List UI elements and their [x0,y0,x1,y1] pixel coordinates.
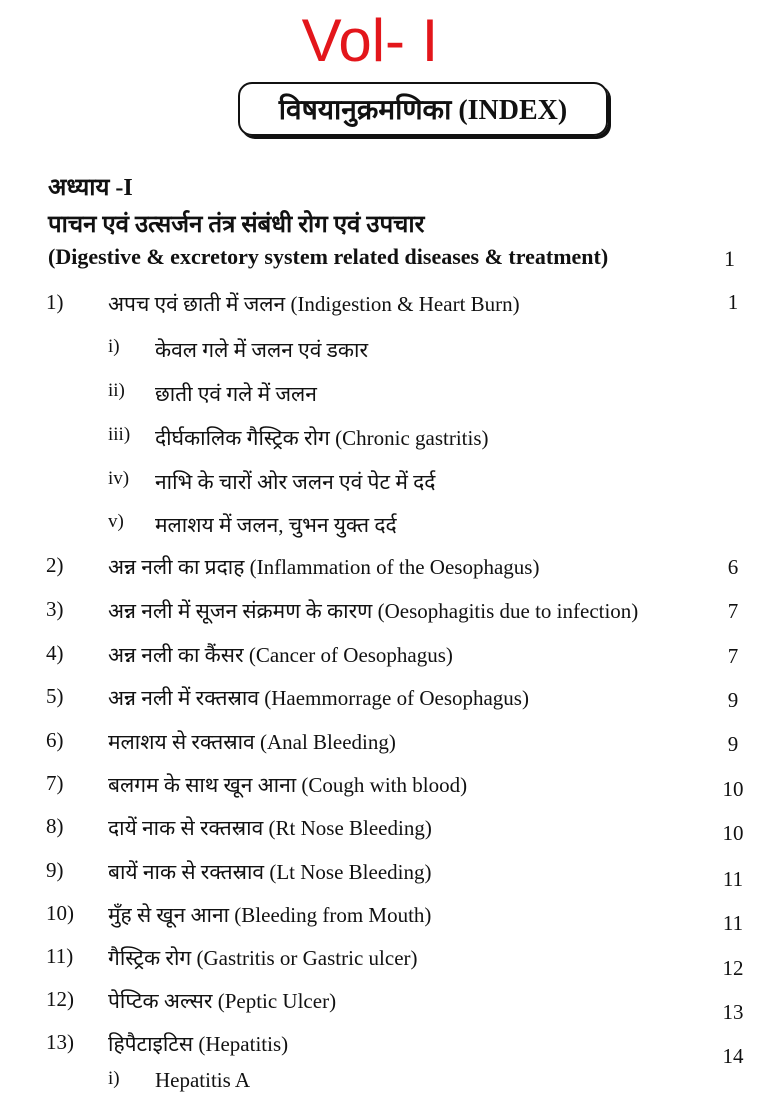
entry-title: अन्न नली में रक्तस्राव (Haemmorrage of Oesophagus) [108,686,529,710]
entry-number: v) [108,511,124,532]
entry-title: मलाशय में जलन, चुभन युक्त दर्द [155,513,397,537]
entry-number: 8) [46,814,64,838]
entry-page-number: 12 [722,956,744,980]
entry-page-number: 10 [722,821,744,845]
index-entry [0,987,780,1024]
entry-title: मलाशय से रक्तस्राव (Anal Bleeding) [108,730,396,754]
entry-number: 12) [46,987,74,1011]
entry-number: 13) [46,1030,74,1054]
entry-number: iv) [108,468,130,489]
entry-title: अन्न नली का प्रदाह (Inflammation of the Oesophagus) [108,555,540,579]
entry-page-number: 6 [727,555,739,579]
chapter-label: अध्याय -I [48,175,133,201]
entry-number: 7) [46,771,64,795]
entry-title: दायें नाक से रक्तस्राव (Rt Nose Bleeding) [108,816,432,840]
entry-number: 2) [46,553,64,577]
entry-page-number: 10 [722,777,744,801]
entry-number: 6) [46,728,64,752]
entry-title: अन्न नली का कैंसर (Cancer of Oesophagus) [108,643,453,667]
entry-title: छाती एवं गले में जलन [155,382,317,406]
entry-number: iii) [108,424,131,445]
chapter-title-english: (Digestive & excretory system related diseases & treatment) [48,244,609,269]
index-subentry [0,1068,780,1098]
entry-page-number: 11 [722,911,744,935]
entry-number: 5) [46,684,64,708]
entry-title: अपच एवं छाती में जलन (Indigestion & Heart Burn) [108,292,520,316]
index-entry [0,901,780,935]
entry-number: ii) [108,380,125,401]
entry-title: अन्न नली में सूजन संक्रमण के कारण (Oesophagitis due to infection) [108,599,639,623]
entry-page-number: 7 [727,599,739,623]
index-entry [0,858,780,891]
entry-number: 1) [46,290,64,314]
entry-title: Hepatitis A [155,1068,251,1092]
entry-number: 10) [46,901,74,925]
entry-number: 9) [46,858,64,882]
entry-title: बलगम के साथ खून आना (Cough with blood) [108,773,468,797]
entry-page-number: 14 [722,1044,744,1068]
index-subentry [0,336,780,366]
entry-number: i) [108,336,120,357]
index-entry [0,641,780,671]
index-subentry [0,380,780,410]
entry-title: गैस्ट्रिक रोग (Gastritis or Gastric ulcer) [108,946,418,970]
index-entry [0,771,780,801]
entry-title: नाभि के चारों ओर जलन एवं पेट में दर्द [155,470,436,494]
entry-title: बायें नाक से रक्तस्राव (Lt Nose Bleeding) [108,860,432,884]
entry-page-number: 9 [727,732,739,756]
index-entry [0,1030,780,1068]
entry-page-number: 13 [722,1000,744,1024]
entry-number: 3) [46,597,64,621]
volume-label: Vol- I [301,7,439,74]
entry-page-number: 1 [727,290,739,314]
index-entry [0,290,780,320]
index-entry [0,944,780,980]
entry-number: i) [108,1068,120,1089]
index-title: विषयानुक्रमणिका (INDEX) [238,82,608,136]
entry-number: 11) [46,944,74,968]
index-entry [0,814,780,844]
index-subentry [0,468,780,498]
index-entry [0,684,780,714]
entry-title: केवल गले में जलन एवं डकार [155,338,369,362]
chapter-page-number: 1 [724,246,735,271]
index-entry [0,553,780,583]
entry-page-number: 11 [722,867,744,891]
index-subentry [0,511,780,541]
chapter-title-hindi: पाचन एवं उत्सर्जन तंत्र संबंधी रोग एवं उपचार [48,212,425,238]
index-entry [0,728,780,758]
entry-number: 4) [46,641,64,665]
entry-title: हिपैटाइटिस (Hepatitis) [108,1032,289,1056]
entry-page-number: 7 [727,644,739,668]
index-subentry [0,424,780,454]
entry-title: दीर्घकालिक गैस्ट्रिक रोग (Chronic gastritis) [155,426,489,450]
entry-page-number: 9 [727,688,739,712]
entry-title: मुँह से खून आना (Bleeding from Mouth) [108,903,432,927]
index-entry [0,597,780,627]
entry-title: पेप्टिक अल्सर (Peptic Ulcer) [108,989,337,1013]
